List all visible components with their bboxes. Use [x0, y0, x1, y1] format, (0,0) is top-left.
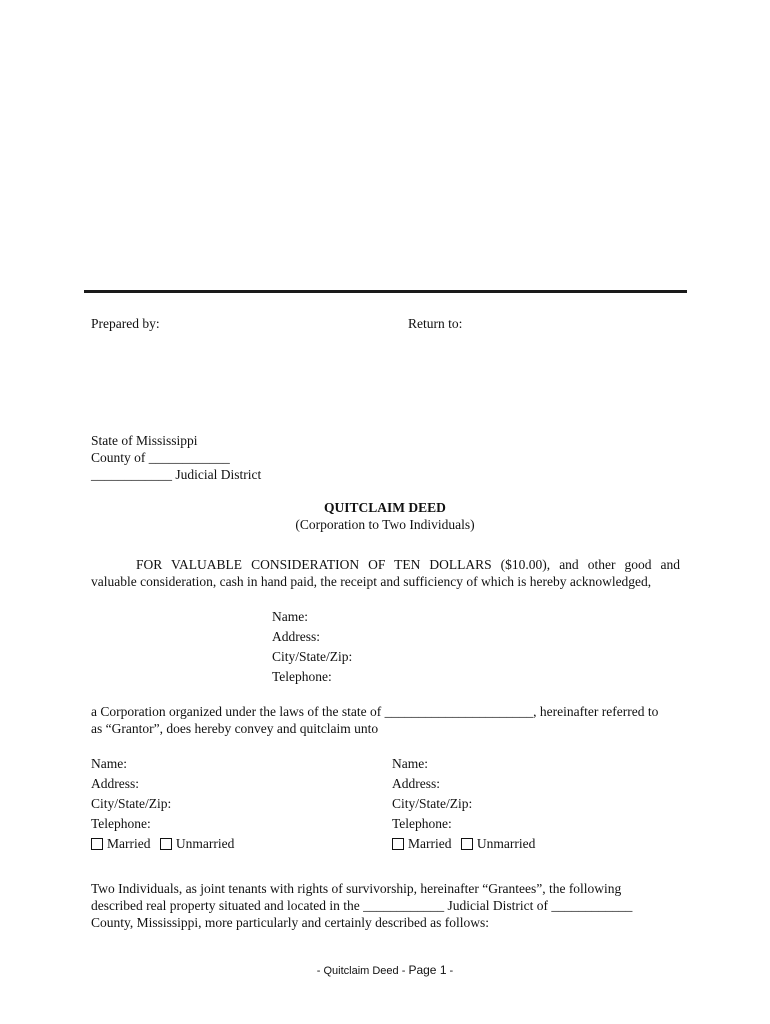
corporation-line-1: a Corporation organized under the laws of the state of ______________________, hereinafter referred to [91, 704, 659, 719]
grantee-right-married-checkbox[interactable] [392, 838, 404, 850]
title-block [0, 499, 770, 533]
document-title: QUITCLAIM DEED [324, 500, 446, 515]
grantee-left-telephone-label: Telephone: [91, 816, 151, 831]
grantor-name-label: Name: [272, 609, 308, 624]
grantor-city-label: City/State/Zip: [272, 649, 353, 664]
page-footer [0, 962, 770, 980]
footer-page-number: Page 1 [408, 963, 447, 977]
grantee-left-married-option[interactable] [91, 834, 150, 854]
grantee-left-married-label: Married [107, 836, 151, 851]
consideration-line-1: FOR VALUABLE CONSIDERATION OF TEN DOLLARS ($10.00), and other good and [136, 557, 680, 572]
consideration-paragraph [91, 556, 680, 590]
grantee-right-married-option[interactable] [392, 834, 451, 854]
grantee-right-telephone-label: Telephone: [392, 816, 452, 831]
grantees-line-2: described real property situated and located in the ____________ Judicial District of ____________ [91, 898, 633, 913]
grantee-left-address-label: Address: [91, 776, 139, 791]
grantor-info-block [272, 607, 352, 687]
footer-prefix: - Quitclaim Deed - [316, 965, 409, 977]
grantee-right-marital-status [392, 834, 535, 854]
grantee-right-name-label: Name: [392, 756, 428, 771]
grantee-left-unmarried-option[interactable] [160, 834, 234, 854]
venue-block [91, 432, 261, 483]
grantees-line-3: County, Mississippi, more particularly and certainly described as follows: [91, 915, 490, 930]
consideration-line-2: valuable consideration, cash in hand paid, the receipt and sufficiency of which is hereby acknowledged, [91, 574, 652, 589]
grantee-right-address-label: Address: [392, 776, 440, 791]
grantee-right-married-label: Married [408, 836, 452, 851]
grantee-left-block [91, 754, 234, 854]
grantee-right-unmarried-checkbox[interactable] [461, 838, 473, 850]
grantor-telephone-label: Telephone: [272, 669, 332, 684]
county-line: County of ____________ [91, 450, 230, 465]
grantee-right-city-label: City/State/Zip: [392, 796, 473, 811]
corporation-paragraph [91, 703, 691, 737]
state-line: State of Mississippi [91, 433, 198, 448]
grantee-left-marital-status [91, 834, 234, 854]
footer-suffix: - [446, 965, 454, 977]
grantee-left-married-checkbox[interactable] [91, 838, 103, 850]
district-line: ____________ Judicial District [91, 467, 262, 482]
return-to-label: Return to: [408, 316, 463, 331]
grantee-left-unmarried-label: Unmarried [175, 836, 235, 851]
grantee-left-city-label: City/State/Zip: [91, 796, 172, 811]
grantee-right-unmarried-label: Unmarried [476, 836, 536, 851]
grantees-paragraph [91, 880, 691, 931]
grantee-right-block [392, 754, 535, 854]
document-subtitle: (Corporation to Two Individuals) [295, 517, 475, 532]
prepared-by-label: Prepared by: [91, 316, 160, 331]
grantor-address-label: Address: [272, 629, 320, 644]
grantee-left-unmarried-checkbox[interactable] [160, 838, 172, 850]
grantee-right-unmarried-option[interactable] [461, 834, 535, 854]
grantees-line-1: Two Individuals, as joint tenants with rights of survivorship, hereinafter “Grantees”, the following [91, 881, 622, 896]
top-rule [84, 290, 687, 293]
corporation-line-2: as “Grantor”, does hereby convey and quitclaim unto [91, 721, 379, 736]
grantee-left-name-label: Name: [91, 756, 127, 771]
